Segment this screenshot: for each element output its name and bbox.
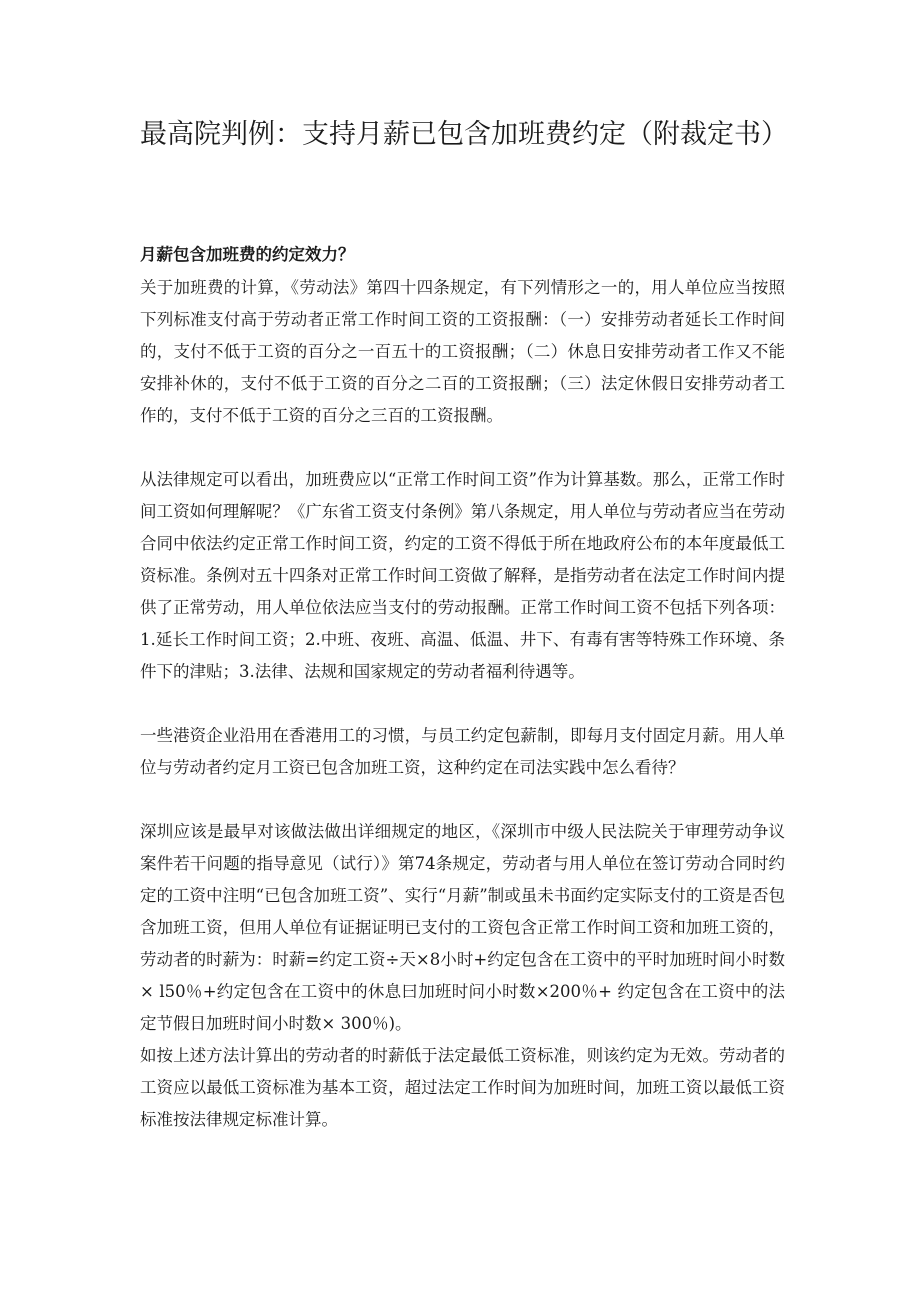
document-title: 最高院判例：支持月薪已包含加班费约定（附裁定书）: [140, 119, 788, 150]
paragraph-normal-wage: 从法律规定可以看出，加班费应以“正常工作时间工资”作为计算基数。那么，正常工作时间工资如何理解呢？《广东省工资支付条例》第八条规定，用人单位与劳动者应当在劳动合同中依法约定正常工作时间工资，约定的工资不得低于所在地政府公布的本年度最低工资标准。条例对五十四条对正常工作时间工资做了解释，是指劳动者在法定工作时间内提供了正常劳动，用人单位依法应当支付的劳动报酬。正常工作时间工资不包括下列各项：1.延长工作时间工资；2.中班、夜班、高温、低温、井下、有毒有害等特殊工作环境、条件下的津贴；3.法律、法规和国家规定的劳动者福利待遇等。: [140, 470, 785, 681]
paragraph-spacer: [140, 784, 785, 816]
paragraph-spacer: [140, 688, 785, 720]
section-subheading: 月薪包含加班费的约定效力？: [140, 245, 355, 264]
paragraph-shenzhen-rule: 深圳应该是最早对该做法做出详细规定的地区，《深圳市中级人民法院关于审理劳动争议案件若干问题的指导意见（试行）》第74条规定，劳动者与用人单位在签订劳动合同时约定的工资中注明“已包含加班工资”、实行“月薪”制或虽未书面约定实际支付的工资是否包含加班工资，但用人单位有证据证明已支付的工资包含正常工作时间工资和加班工资的，劳动者的时薪为：时薪=约定工资÷天×8小时+约定包含在工资中的平时加班时间小时数× l50％+约定包含在工资中的休息曰加班时问小时数×200％+ 约定包含在工资中的法定节假日加班时间小时数× 300％)。: [140, 822, 785, 1033]
paragraph-spacer: [140, 432, 785, 464]
paragraph-hk-practice: 一些港资企业沿用在香港用工的习惯，与员工约定包薪制，即每月支付固定月薪。用人单位与劳动者约定月工资已包含加班工资，这种约定在司法实践中怎么看待？: [140, 726, 785, 777]
document-body: [140, 238, 785, 1136]
paragraph-overtime-law: 关于加班费的计算，《劳动法》第四十四条规定，有下列情形之一的，用人单位应当按照下列标准支付高于劳动者正常工作时间工资的工资报酬：（一）安排劳动者延长工作时间的，支付不低于工资的百分之一百五十的工资报酬；（二）休息日安排劳动者工作又不能安排补休的，支付不低于工资的百分之二百的工资报酬；（三）法定休假日安排劳动者工作的，支付不低于工资的百分之三百的工资报酬。: [140, 278, 785, 425]
paragraph-minimum-wage: 如按上述方法计算出的劳动者的时薪低于法定最低工资标准，则该约定为无效。劳动者的工资应以最低工资标准为基本工资，超过法定工作时间为加班时间，加班工资以最低工资标准按法律规定标准计算。: [140, 1046, 785, 1129]
